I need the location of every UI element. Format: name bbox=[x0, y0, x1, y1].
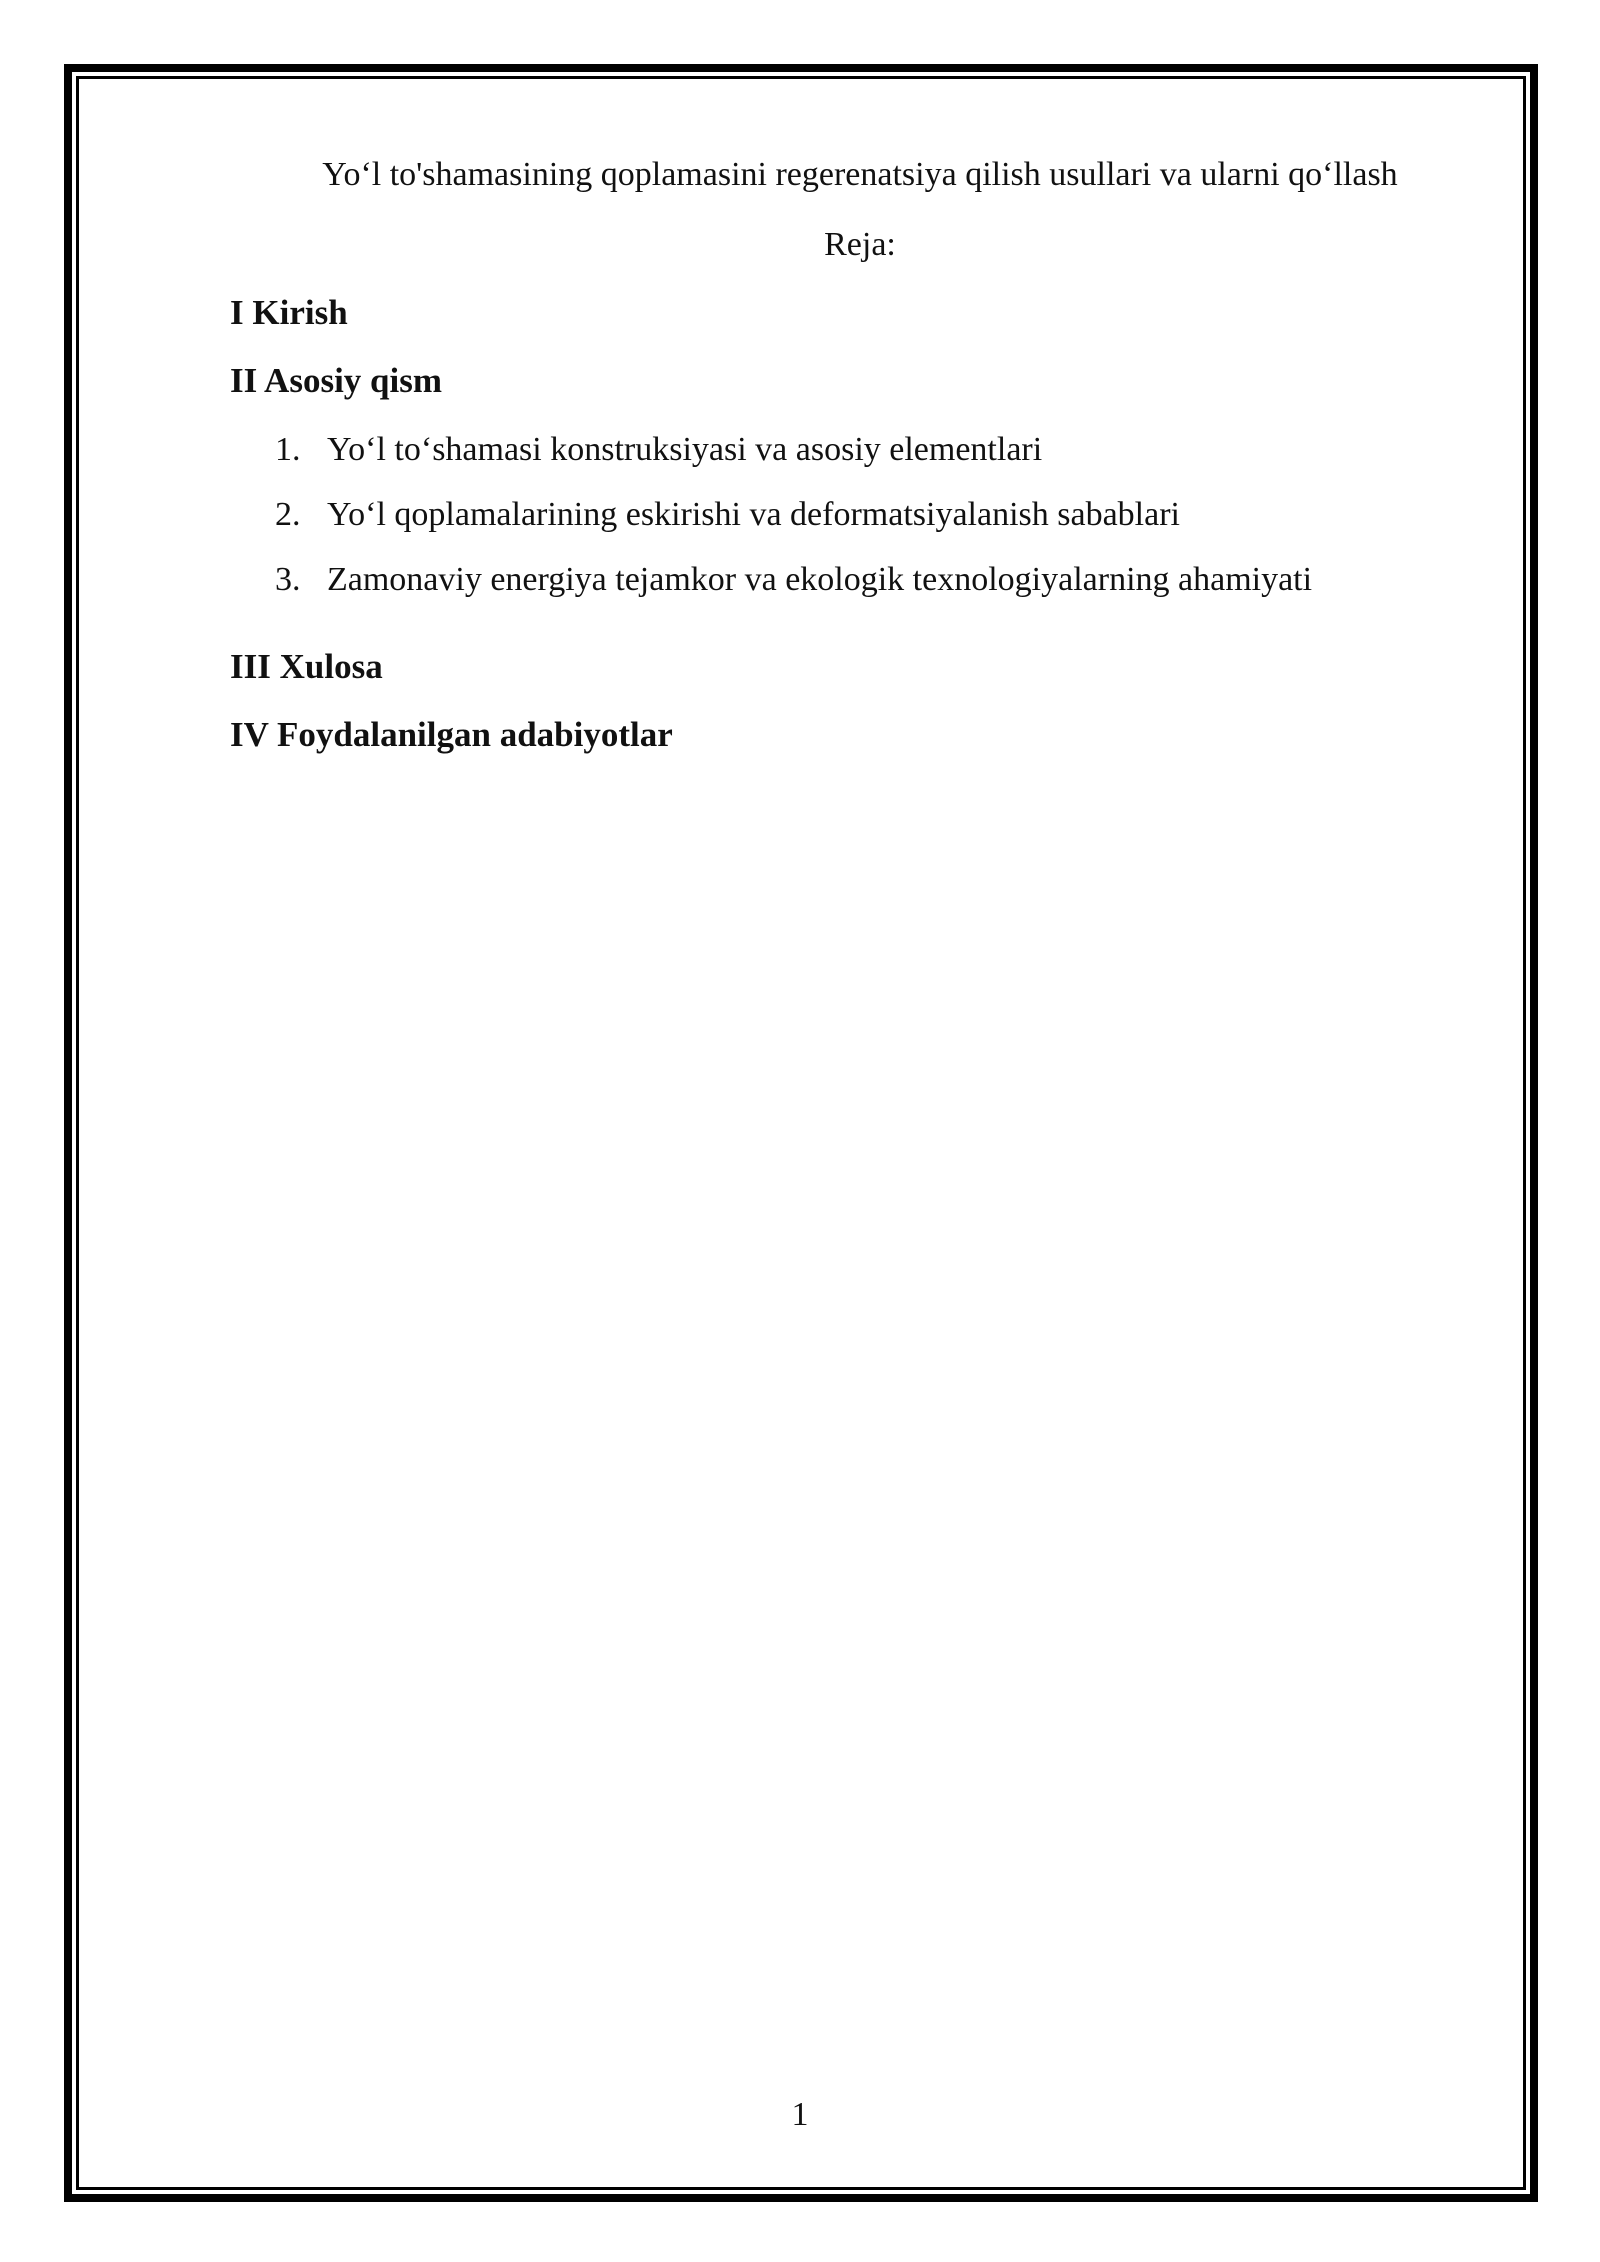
list-item-number: 3. bbox=[275, 561, 301, 598]
list-item-text: Zamonaviy energiya tejamkor va ekologik texnologiyalarning ahamiyati bbox=[327, 561, 1313, 598]
section-references: IV Foydalanilgan adabiyotlar bbox=[230, 715, 673, 754]
list-item bbox=[275, 425, 1312, 475]
list-item-text: Yo‘l qoplamalarining eskirishi va deformatsiyalanish sabablari bbox=[327, 496, 1180, 533]
plan-heading: Reja: bbox=[824, 226, 896, 263]
page-number: 1 bbox=[791, 2096, 809, 2133]
section-main: II Asosiy qism bbox=[230, 361, 443, 400]
list-item-number: 1. bbox=[275, 431, 301, 468]
section-intro: I Kirish bbox=[230, 293, 348, 332]
document-title: Yo‘l to'shamasining qoplamasini regerenatsiya qilish usullari va ularni qo‘llash bbox=[322, 156, 1398, 193]
section-conclusion: III Xulosa bbox=[230, 647, 383, 686]
list-item-number: 2. bbox=[275, 496, 301, 533]
list-item bbox=[275, 555, 1312, 605]
list-item bbox=[275, 490, 1312, 540]
main-section-list bbox=[275, 425, 1312, 620]
list-item-text: Yo‘l to‘shamasi konstruksiyasi va asosiy elementlari bbox=[327, 431, 1043, 468]
